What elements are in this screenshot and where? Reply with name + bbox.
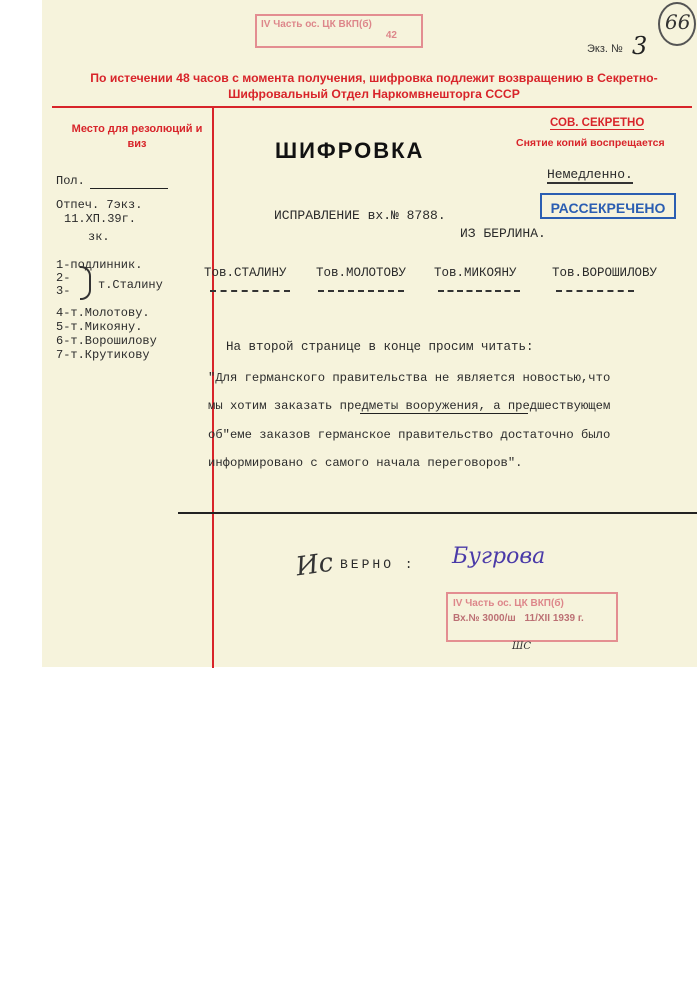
verno-initials: Ис bbox=[294, 547, 336, 583]
note-printed: Отпеч. 7экз. bbox=[56, 198, 143, 212]
margin-divider bbox=[212, 108, 214, 668]
document-sheet bbox=[42, 0, 697, 667]
body-line-3: об"еме заказов германское правительство достаточно было bbox=[208, 428, 611, 442]
urgency: Немедленно. bbox=[547, 167, 633, 182]
note-dist2: 2- bbox=[56, 271, 71, 285]
doc-title: ШИФРОВКА bbox=[275, 138, 425, 163]
from-line: ИЗ БЕРЛИНА. bbox=[460, 226, 546, 241]
body-line-1: "Для германского правительства не является новостью,что bbox=[208, 371, 611, 385]
bottom-stamp-line1: IV Часть ос. ЦК ВКП(б) bbox=[453, 598, 564, 609]
top-stamp-line1: IV Часть ос. ЦК ВКП(б) bbox=[261, 19, 372, 30]
recipient-underline-3 bbox=[438, 290, 520, 292]
body-line-2: мы хотим заказать предметы вооружения, а предшествующем bbox=[208, 399, 611, 413]
recipient-underline-2 bbox=[318, 290, 404, 292]
top-registry-stamp bbox=[255, 14, 423, 48]
recipient-underline-4 bbox=[556, 290, 634, 292]
verno-signature: Бугрова bbox=[452, 544, 546, 569]
recipient-molotov: Тов.МОЛОТОВУ bbox=[316, 266, 407, 280]
verno-label: ВЕРНО : bbox=[340, 557, 416, 572]
page-number: 66 bbox=[665, 10, 691, 34]
copy-number: 3 bbox=[632, 32, 648, 60]
note-zk: зк. bbox=[88, 230, 110, 244]
note-dist23: т.Сталину bbox=[98, 278, 163, 292]
correction-line: ИСПРАВЛЕНИЕ вх.№ 8788. bbox=[274, 208, 446, 223]
note-dist6: 6-т.Ворошилову bbox=[56, 334, 157, 348]
note-dist5: 5-т.Микояну. bbox=[56, 320, 143, 334]
note-dist4: 4-т.Молотову. bbox=[56, 306, 150, 320]
body-underline bbox=[360, 413, 528, 414]
body-intro: На второй странице в конце просим читать: bbox=[226, 340, 534, 354]
header-rule bbox=[52, 106, 692, 108]
bottom-stamp-initials: ШС bbox=[512, 641, 532, 652]
body-line-4: информировано с самого начала переговоров". bbox=[208, 456, 523, 470]
note-date: 11.ХП.39г. bbox=[64, 212, 137, 226]
note-dist1: 1-подлинник. bbox=[56, 258, 143, 272]
bottom-stamp-number: Вх.№ 3000/ш bbox=[453, 613, 516, 624]
note-pol-line bbox=[90, 188, 168, 189]
note-pol: Пол. bbox=[56, 174, 85, 188]
note-dist7: 7-т.Крутикову bbox=[56, 348, 150, 362]
closing-rule bbox=[178, 512, 697, 514]
bottom-stamp-date: 11/XII 1939 г. bbox=[524, 613, 584, 624]
recipient-mikoyan: Тов.МИКОЯНУ bbox=[434, 266, 517, 280]
copy-label: Экз. № bbox=[587, 43, 623, 55]
top-stamp-line2: 42 bbox=[385, 30, 397, 41]
bottom-stamp-line2 bbox=[453, 613, 611, 624]
copy-warning: Снятие копий воспрещается bbox=[516, 137, 665, 149]
classification: СОВ. СЕКРЕТНО bbox=[550, 117, 645, 129]
bottom-registry-stamp bbox=[446, 592, 618, 642]
recipient-voroshilov: Тов.ВОРОШИЛОВУ bbox=[552, 266, 658, 280]
recipient-stalin: Тов.СТАЛИНУ bbox=[204, 266, 287, 280]
note-brace bbox=[80, 266, 91, 300]
resolution-label: Место для резолюций и виз bbox=[71, 123, 203, 150]
note-dist3: 3- bbox=[56, 284, 71, 298]
recipient-underline-1 bbox=[210, 290, 290, 292]
declassified-stamp: РАССЕКРЕЧЕНО bbox=[540, 193, 676, 219]
header-notice: По истечении 48 часов с момента получения, шифровка подлежит возвращению в Секретно-Шифровальный Отдел Наркомвнешторга СССР bbox=[90, 71, 658, 101]
